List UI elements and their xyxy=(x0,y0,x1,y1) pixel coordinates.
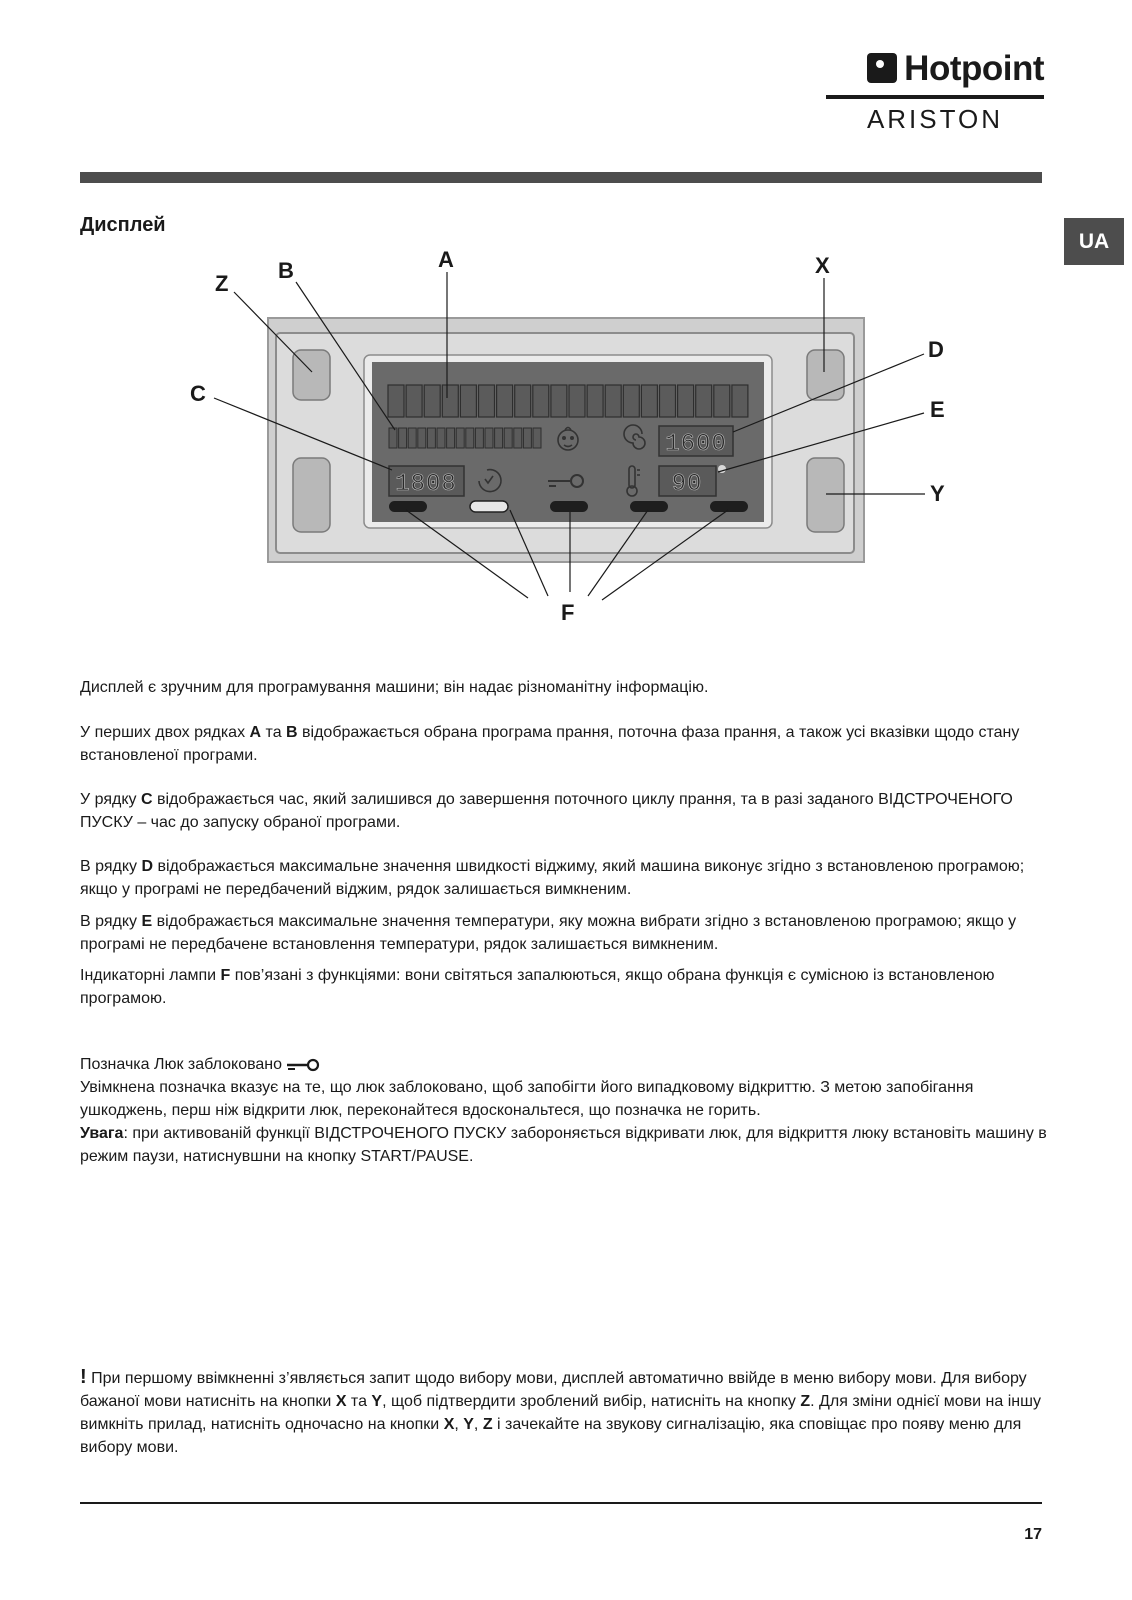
indicator-lamp-1 xyxy=(389,501,427,512)
callout-c: C xyxy=(190,381,206,406)
paragraph-rows-ab xyxy=(80,721,1050,767)
text-run: Індикаторні лампи xyxy=(80,967,221,984)
lock-note-title-text: Позначка Люк заблоковано xyxy=(80,1056,283,1073)
logo-sub: ARISTON xyxy=(866,104,1004,134)
text-run: В рядку xyxy=(80,913,142,930)
segment-cell xyxy=(641,385,657,417)
text-run: відображається максимальне значення швидкості віджиму, який машина виконує згідно з встановленою програмою; якщо у програмі не передбачений віджим, рядок залишається вимкненим. xyxy=(80,858,1025,898)
segment-cell xyxy=(514,428,522,448)
segment-cell xyxy=(515,385,531,417)
display-diagram xyxy=(180,248,980,633)
segment-cell xyxy=(569,385,585,417)
text-run: відображається час, який залишився до завершення поточного циклу прання, та в разі заданого ВІДСТРОЧЕНОГО ПУСКУ – час до запуску обраної програми. xyxy=(80,791,1013,831)
row-letter-b: B xyxy=(286,724,298,741)
text-run: відображається максимальне значення температури, яку можна вибрати згідно з встановленою програмою; якщо у програмі не передбачене встановлення температури, рядок залишається вимкненим. xyxy=(80,913,1017,953)
paragraph-lamps-f xyxy=(80,964,1050,1010)
temp-readout: 90 xyxy=(671,471,703,498)
text-run: При першому ввімкненні з’являється запит щодо вибору мови, дисплей автоматично ввійде в меню вибору мови. Для вибору бажаної мови натисніть на кнопки xyxy=(80,1370,1027,1410)
segment-cell xyxy=(714,385,730,417)
row-letter-e: E xyxy=(141,913,153,930)
segment-cell xyxy=(605,385,621,417)
text-run: У перших двох рядках xyxy=(80,724,250,741)
door-lock-key-icon xyxy=(286,1058,320,1072)
segment-cell xyxy=(447,428,455,448)
brand-logo xyxy=(826,44,1044,138)
text-run: , xyxy=(473,1416,483,1433)
page-number: 17 xyxy=(1024,1526,1042,1543)
hotpoint-logo-icon xyxy=(867,53,897,83)
logo-wordmark xyxy=(826,44,1044,92)
key-y: Y xyxy=(371,1393,383,1410)
section-title: Дисплей xyxy=(80,214,166,236)
paragraph-row-d xyxy=(80,855,1050,901)
lock-note-warning xyxy=(80,1122,1050,1168)
paragraph-intro: Дисплей є зручним для програмування машини; він надає різноманітну інформацію. xyxy=(80,679,709,696)
segment-cell xyxy=(485,428,493,448)
paragraph-row-e xyxy=(80,910,1050,956)
logo-rule xyxy=(826,95,1044,99)
text-run: , щоб підтвердити зроблений вибір, натисніть на кнопку xyxy=(382,1393,801,1410)
left-lower-button[interactable] xyxy=(293,458,330,532)
callout-e: E xyxy=(930,397,945,422)
callout-z: Z xyxy=(215,271,229,296)
logo-name: Hotpoint xyxy=(904,48,1044,88)
exclamation-icon: ! xyxy=(80,1366,87,1388)
callout-x: X xyxy=(815,253,830,278)
segment-cell xyxy=(418,428,426,448)
indicator-lamp-3 xyxy=(550,501,588,512)
x-button[interactable] xyxy=(807,350,844,400)
callout-d: D xyxy=(928,337,944,362)
segment-cell xyxy=(466,428,474,448)
segment-cell xyxy=(696,385,712,417)
segment-cell xyxy=(660,385,676,417)
segment-cell xyxy=(533,428,541,448)
text-run: пов’язані з функціями: вони світяться запалюються, якщо обрана функція є сумісною із встановленою програмою. xyxy=(80,967,995,1007)
lock-note-body: Увімкнена позначка вказує на те, що люк заблоковано, щоб запобігти його випадковому відкриттю. З метою запобігання ушкоджень, перш ніж відкрити люк, переконайтеся вдоскональтеся, що позначка не горить. xyxy=(80,1079,974,1119)
segment-cell xyxy=(523,428,531,448)
text-run: та xyxy=(261,724,287,741)
segment-cell xyxy=(495,428,503,448)
segment-cell xyxy=(533,385,549,417)
segment-cell xyxy=(504,428,512,448)
header-bar xyxy=(80,172,1042,183)
segment-cell xyxy=(479,385,495,417)
segment-cell xyxy=(437,428,445,448)
key-x: X xyxy=(335,1393,347,1410)
segment-cell xyxy=(460,385,476,417)
segment-cell xyxy=(406,385,422,417)
y-button[interactable] xyxy=(807,458,844,532)
segment-cell xyxy=(678,385,694,417)
segment-cell xyxy=(408,428,416,448)
segment-cell xyxy=(587,385,603,417)
segment-cell xyxy=(551,385,567,417)
text-run: В рядку xyxy=(80,858,142,875)
paragraph-row-c xyxy=(80,788,1050,834)
segment-cell xyxy=(399,428,407,448)
warning-label: Увага xyxy=(80,1125,124,1142)
callout-a: A xyxy=(438,248,454,272)
segment-cell xyxy=(732,385,748,417)
lock-note-title xyxy=(80,1053,1050,1076)
key-x: X xyxy=(443,1416,455,1433)
row-letter-a: A xyxy=(249,724,262,741)
row-letter-c: C xyxy=(140,791,153,808)
lock-note xyxy=(80,1053,1050,1168)
row-letter-d: D xyxy=(141,858,154,875)
time-readout: 1808 xyxy=(395,471,457,498)
segment-cell xyxy=(442,385,458,417)
segment-cell xyxy=(456,428,464,448)
language-note xyxy=(80,1366,1050,1459)
segment-cell xyxy=(427,428,435,448)
key-y: Y xyxy=(463,1416,474,1433)
text-run: відображається обрана програма прання, поточна фаза прання, а також усі вказівки щодо стану встановленої програми. xyxy=(80,724,1020,764)
callout-b: B xyxy=(278,258,294,283)
text-run: У рядку xyxy=(80,791,141,808)
indicator-lamp-2 xyxy=(470,501,508,512)
indicator-lamp-4 xyxy=(630,501,668,512)
segment-cell xyxy=(623,385,639,417)
language-tab: UA xyxy=(1064,218,1124,265)
key-z: Z xyxy=(800,1393,811,1410)
segment-cell xyxy=(475,428,483,448)
spin-readout: 1600 xyxy=(665,431,727,458)
text-run: , xyxy=(454,1416,464,1433)
text-run: та xyxy=(346,1393,372,1410)
row-letter-f: F xyxy=(220,967,231,984)
text-run: і зачекайте на звукову сигналізацію, яка сповіщає про появу меню для вибору мови. xyxy=(80,1416,1022,1456)
warning-text: : при активованій функції ВІДСТРОЧЕНОГО ПУСКУ забороняється відкривати люк, для відкриття люку встановіть машину в режим паузи, натиснувшни на кнопку START/PAUSE. xyxy=(80,1125,1047,1165)
text-run: . Для зміни однієї мови на іншу вимкніть прилад, натисніть одночасно на кнопки xyxy=(80,1393,1041,1433)
segment-cell xyxy=(424,385,440,417)
callout-f: F xyxy=(561,600,575,625)
segment-cell xyxy=(389,428,397,448)
segment-cell xyxy=(388,385,404,417)
segment-cell xyxy=(497,385,513,417)
callout-y: Y xyxy=(930,481,945,506)
indicator-lamp-5 xyxy=(710,501,748,512)
key-z: Z xyxy=(482,1416,493,1433)
footer-rule xyxy=(80,1502,1042,1504)
